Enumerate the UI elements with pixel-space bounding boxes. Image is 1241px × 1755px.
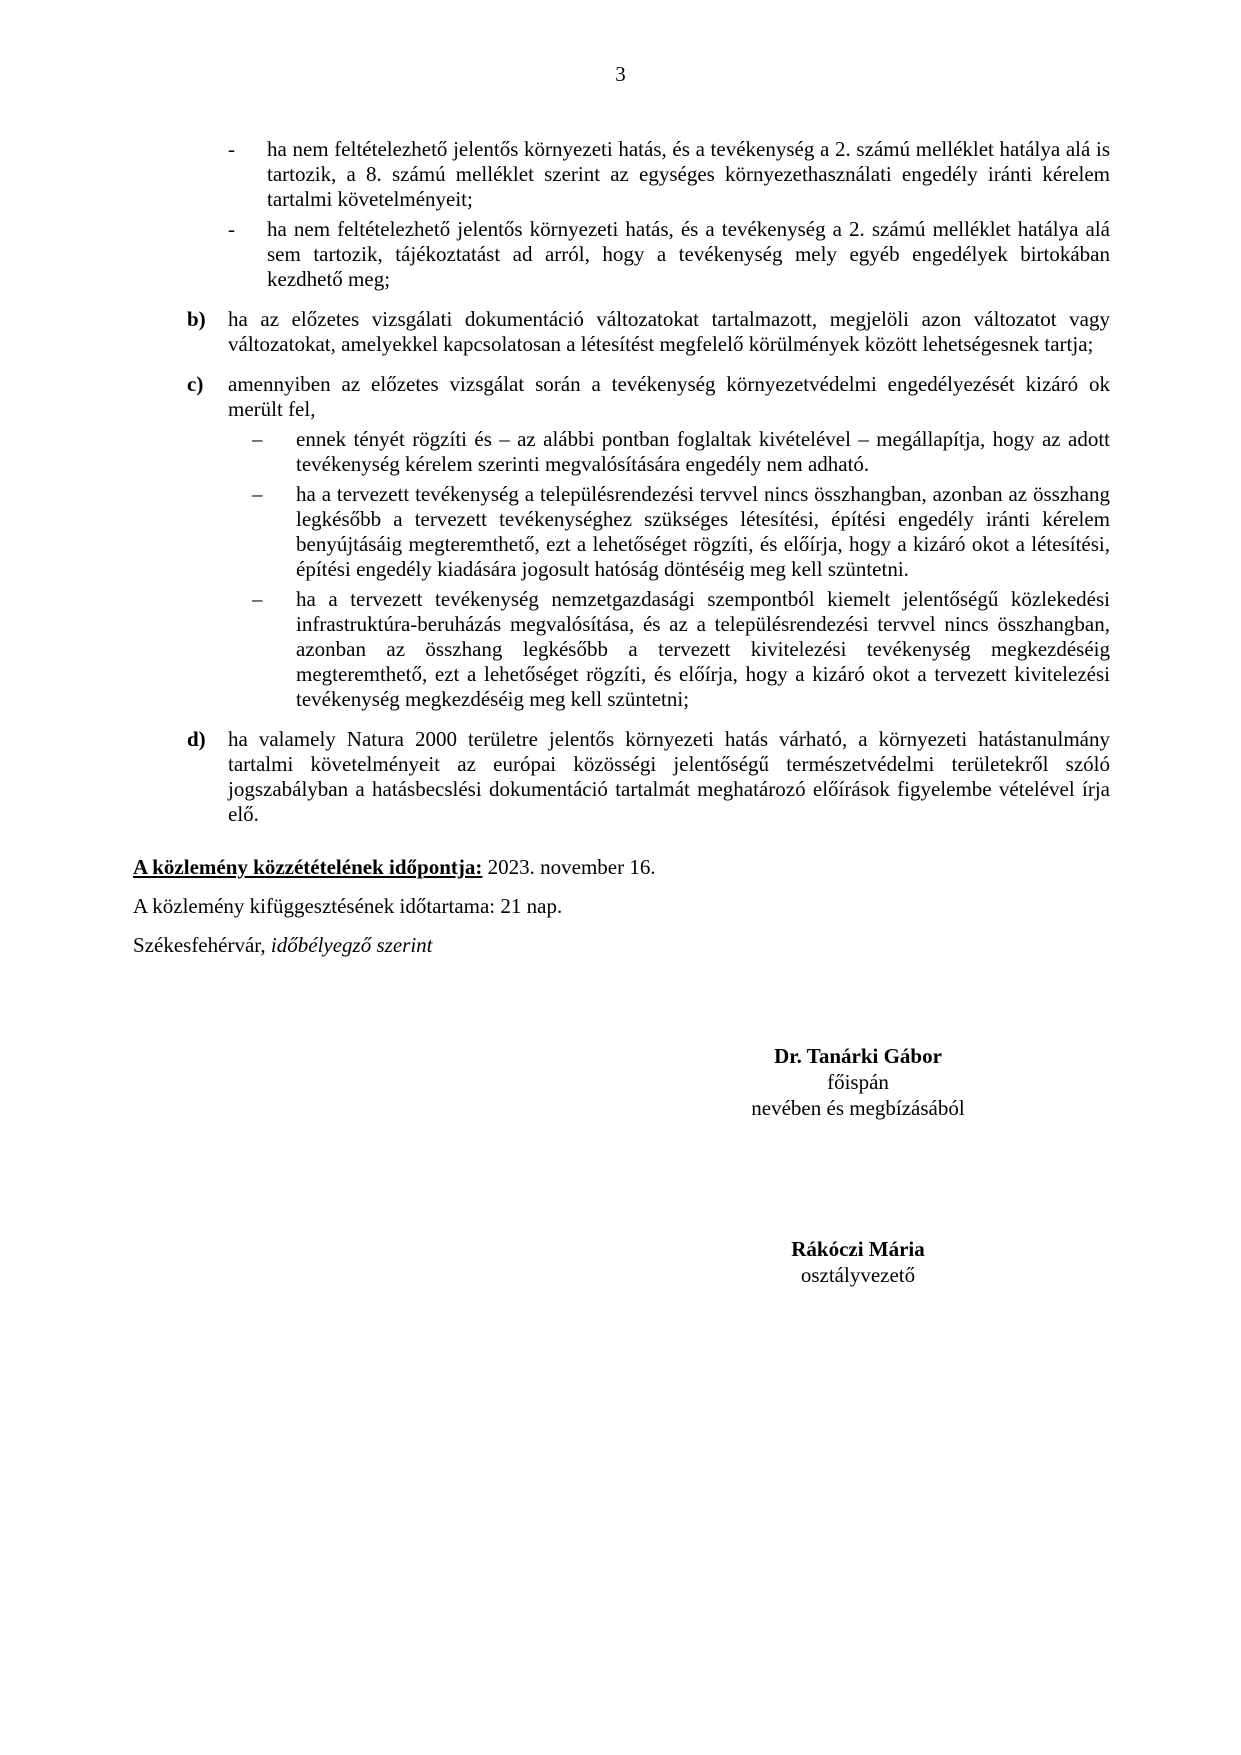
- dash-bullet: -: [228, 217, 235, 241]
- list-item-text: ha nem feltételezhető jelentős környezeti hatás, és a tevékenység a 2. számú melléklet hatálya alá sem tartozik, tájékoztatást ad arról, hogy a tevékenység mely egyéb engedélyek birtokában kezdhető meg;: [267, 217, 1110, 291]
- place-date-line: [133, 933, 1110, 958]
- posting-duration-line: [133, 894, 1110, 919]
- list-item-text: ennek tényét rögzíti és – az alábbi pontban foglaltak kivételével – megállapítja, hogy az adott tevékenység kérelem szerinti megvalósítására engedély nem adható.: [296, 427, 1110, 476]
- list-item-d: [133, 727, 1110, 827]
- timestamp-note: időbélyegző szerint: [270, 933, 433, 957]
- list-item-text: ha az előzetes vizsgálati dokumentáció változatokat tartalmazott, megjelöli azon változatot vagy változatokat, amelyekkel kapcsolatosan a létesítést megfelelő körülmények között lehetségesnek tartja;: [228, 307, 1110, 356]
- list-item-b: [133, 307, 1110, 357]
- list-subitem-2: [133, 482, 1110, 582]
- signer-note: nevében és megbízásából: [751, 1096, 965, 1120]
- list-subitem-1: [133, 427, 1110, 477]
- letter-marker-c: c): [187, 372, 204, 396]
- signer-title: osztályvezető: [800, 1263, 916, 1287]
- signer-title: főispán: [827, 1070, 889, 1094]
- posting-duration-value: 21 nap.: [500, 894, 563, 918]
- list-item-dash-2: [133, 217, 1110, 292]
- publication-date-value: 2023. november 16.: [487, 855, 656, 879]
- list-subitem-3: [133, 587, 1110, 712]
- list-item-text: ha valamely Natura 2000 területre jelentős környezeti hatás várható, a környezeti hatástanulmány tartalmi követelményeit az európai közösségi jelentőségű természetvédelmi területekről szóló jogszabályban a hatásbecslési dokumentáció tartalmát meghatározó előírások figyelembe vételével írja elő.: [228, 727, 1110, 826]
- page-number: 3: [615, 62, 626, 86]
- list-item-text: ha a tervezett tevékenység nemzetgazdasági szempontból kiemelt jelentőségű közlekedési infrastruktúra-beruházás megvalósítása, és az a településrendezési tervvel nincs összhangban, azonban az összhang legkésőbb a tervezett kivitelezési tevékenység megkezdéséig megteremthető, ezt a lehetőséget rögzíti, és előírja, hogy a kizáró okot a tervezett kivitelezési tevékenység megkezdéséig meg kell szüntetni;: [296, 587, 1110, 711]
- signature-block-1: [608, 1043, 1108, 1121]
- document-body: [0, 137, 1241, 1288]
- list-item-text: amennyiben az előzetes vizsgálat során a tevékenység környezetvédelmi engedélyezését kizáró ok merült fel,: [228, 372, 1110, 421]
- publication-date-line: [133, 855, 1110, 880]
- endash-bullet: –: [252, 482, 263, 506]
- dash-bullet: -: [228, 137, 235, 161]
- endash-bullet: –: [252, 427, 263, 451]
- list-item-text: ha a tervezett tevékenység a településrendezési tervvel nincs összhangban, azonban az összhang legkésőbb a tervezett tevékenységhez szükséges létesítési, építési engedély iránti kérelem benyújtásáig megteremthető, ezt a lehetőséget rögzíti, és előírja, hogy a kizáró okot a létesítési, építési engedély kiadására jogosult hatóság döntéséig meg kell szüntetni.: [296, 482, 1110, 581]
- signature-block-2: [608, 1236, 1108, 1288]
- signer-name: Rákóczi Mária: [791, 1237, 925, 1261]
- letter-marker-d: d): [187, 727, 206, 751]
- signer-name: Dr. Tanárki Gábor: [774, 1044, 942, 1068]
- letter-marker-b: b): [187, 307, 206, 331]
- endash-bullet: –: [252, 587, 263, 611]
- place-label: Székesfehérvár,: [133, 933, 266, 957]
- posting-duration-label: A közlemény kifüggesztésének időtartama:: [133, 894, 496, 918]
- list-item-c: [133, 372, 1110, 422]
- publication-date-label: A közlemény közzétételének időpontja:: [133, 855, 483, 879]
- list-item-text: ha nem feltételezhető jelentős környezeti hatás, és a tevékenység a 2. számú melléklet hatálya alá is tartozik, a 8. számú melléklet szerint az egységes környezethasználati engedély iránti kérelem tartalmi követelményeit;: [267, 137, 1110, 211]
- list-item-dash-1: [133, 137, 1110, 212]
